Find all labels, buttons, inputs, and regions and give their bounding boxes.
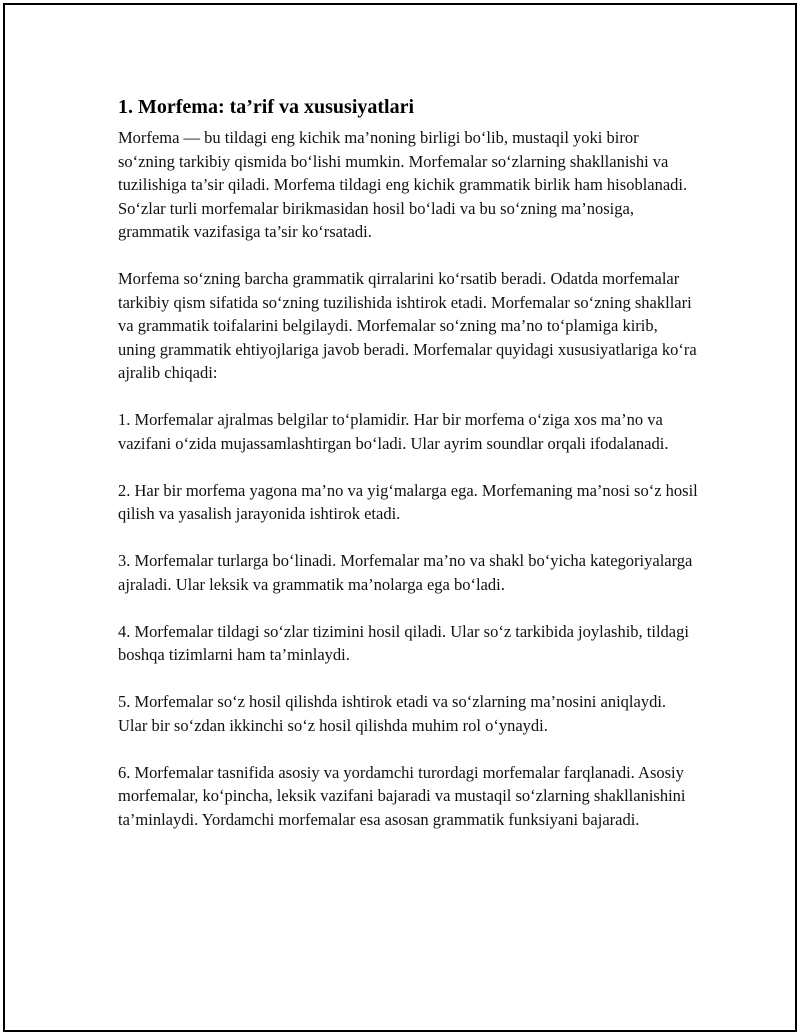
- section-heading: 1. Morfema: ta’rif va xususiyatlari: [118, 96, 415, 118]
- list-item-2: 2. Har bir morfema yagona ma’no va yig‘malarga ega. Morfemaning ma’nosi so‘z hosil qilish va yasalish jarayonida ishtirok etadi.: [118, 480, 698, 523]
- list-item-3: 3. Morfemalar turlarga bo‘linadi. Morfemalar ma’no va shakl bo‘yicha kategoriyalarga ajraladi. Ular leksik va grammatik ma’nolarga ega bo‘ladi.: [118, 551, 693, 594]
- paragraph-definition: Morfema — bu tildagi eng kichik ma’noning birligi bo‘lib, mustaqil yoki biror so‘zning tarkibiy qismida bo‘lishi mumkin. Morfemalar so‘zlarning shakllanishi va tuzilishiga ta’sir qiladi. Morfema tildagi eng kichik grammatik birlik ham hisoblanadi. So‘zlar turli morfemalar birikmasidan hosil bo‘ladi va bu so‘zning ma’nosiga, grammatik vazifasiga ta’sir ko‘rsatadi.: [118, 128, 688, 241]
- list-item-1: 1. Morfemalar ajralmas belgilar to‘plamidir. Har bir morfema o‘ziga xos ma’no va vazifani o‘zida mujassamlashtirgan bo‘ladi. Ular ayrim soundlar orqali ifodalanadi.: [118, 410, 669, 453]
- document-body: [118, 94, 698, 855]
- list-item-4: 4. Morfemalar tildagi so‘zlar tizimini hosil qiladi. Ular so‘z tarkibida joylashib, tildagi boshqa tizimlarni ham ta’minlaydi.: [118, 621, 689, 664]
- paragraph-properties-intro: Morfema so‘zning barcha grammatik qirralarini ko‘rsatib beradi. Odatda morfemalar tarkibiy qism sifatida so‘zning tuzilishida ishtirok etadi. Morfemalar so‘zning shakllari va grammatik toifalarini belgilaydi. Morfemalar so‘zning ma’no to‘plamiga kirib, uning grammatik ehtiyojlariga javob beradi. Morfemalar quyidagi xususiyatlariga ko‘ra ajralib chiqadi:: [118, 269, 697, 382]
- list-item-6: 6. Morfemalar tasnifida asosiy va yordamchi turordagi morfemalar farqlanadi. Asosiy morfemalar, ko‘pincha, leksik vazifani bajaradi va mustaqil so‘zlarning shakllanishini ta’minlaydi. Yordamchi morfemalar esa asosan grammatik funksiyani bajaradi.: [118, 762, 686, 829]
- list-item-5: 5. Morfemalar so‘z hosil qilishda ishtirok etadi va so‘zlarning ma’nosini aniqlaydi. Ular bir so‘zdan ikkinchi so‘z hosil qilishda muhim rol o‘ynaydi.: [118, 692, 667, 735]
